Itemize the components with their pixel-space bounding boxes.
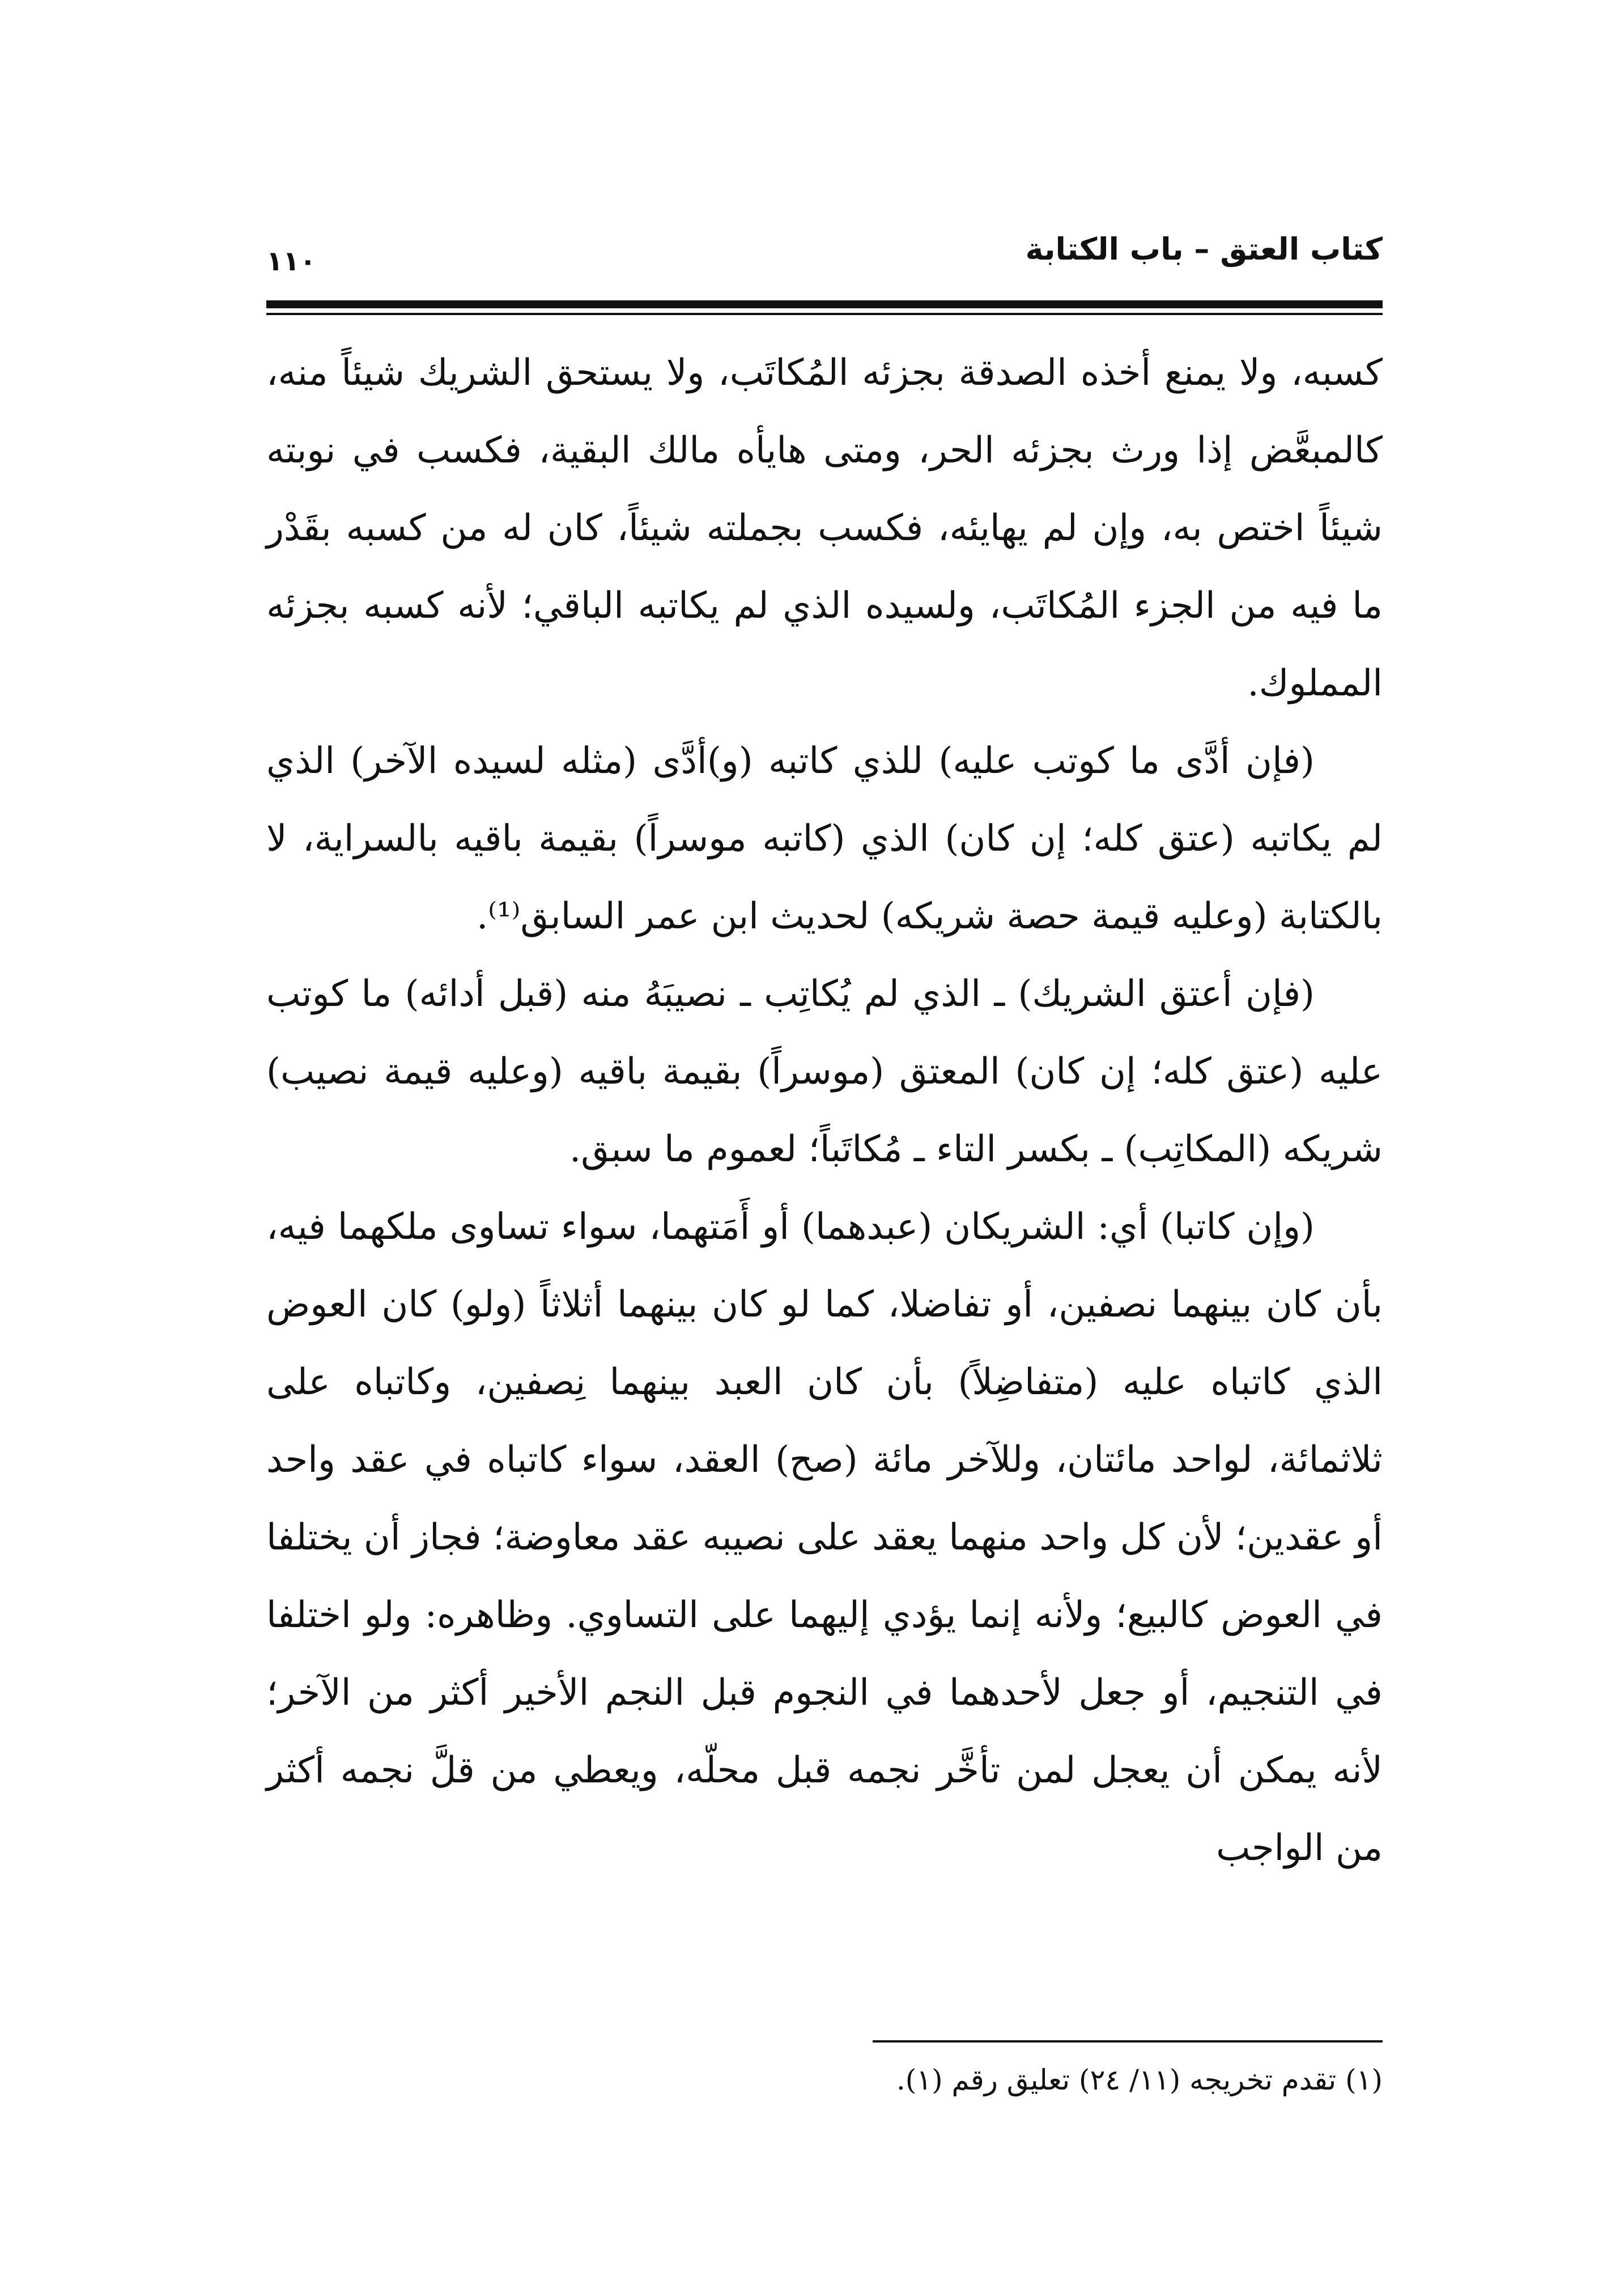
paragraph-4: (وإن كاتبا) أي: الشريكان (عبدهما) أو أَمَتهما، سواء تساوى ملكهما فيه، بأن كان بينهما نصفين، أو تفاضلا، كما لو كان بينهما أثلاثاً (ولو) كان العوض الذي كاتباه عليه (متفاضِلاً) بأن كان العبد بينهما نِصفين، وكاتباه على ثلاثمائة، لواحد مائتان، وللآخر مائة (صح) العقد، سواء كاتباه في عقد واحد أو عقدين؛ لأن كل واحد منهما يعقد على نصيبه عقد معاوضة؛ فجاز أن يختلفا في العوض كالبيع؛ ولأنه إنما يؤدي إليهما على التساوي. وظاهره: ولو اختلفا في التنجيم، أو جعل لأحدهما في النجوم قبل النجم الأخير أكثر من الآخر؛ لأنه يمكن أن يعجل لمن تأخَّر نجمه قبل محلّه، ويعطي من قلَّ نجمه أكثر من الواجب	[266, 1206, 1383, 1869]
footnote-separator	[873, 2040, 1383, 2043]
main-text	[266, 334, 1383, 1887]
header-rule-thick	[266, 300, 1383, 308]
chapter-title: كتاب العتق – باب الكتابة	[1025, 231, 1383, 267]
paragraph-2: (فإن أدَّى ما كوتب عليه) للذي كاتبه (و)أدَّى (مثله لسيده الآخر) الذي لم يكاتبه (عتق كله؛ إن كان) الذي (كاتبه موسراً) بقيمة باقيه بالسراية، لا بالكتابة (وعليه قيمة حصة شريكه) لحديث ابن عمر السابق⁽¹⁾.	[266, 740, 1383, 937]
footnote: (١) تقدم تخريجه (١١/ ٢٤) تعليق رقم (١).	[896, 2063, 1383, 2096]
page-number: ١١٠	[266, 245, 316, 277]
running-header	[266, 227, 1383, 289]
paragraph-3: (فإن أعتق الشريك) ـ الذي لم يُكاتِب ـ نصيبَهُ منه (قبل أدائه) ما كوتب عليه (عتق كله؛ إن كان) المعتق (موسراً) بقيمة باقيه (وعليه قيمة نصيب) شريكه (المكاتِب) ـ بكسر التاء ـ مُكاتَباً؛ لعموم ما سبق.	[266, 973, 1383, 1170]
paragraph-1: كسبه، ولا يمنع أخذه الصدقة بجزئه المُكاتَب، ولا يستحق الشريك شيئاً منه، كالمبعَّض إذا ورث بجزئه الحر، ومتى هايأه مالك البقية، فكسب في نوبته شيئاً اختص به، وإن لم يهايئه، فكسب بجملته شيئاً، كان له من كسبه بقَدْر ما فيه من الجزء المُكاتَب، ولسيده الذي لم يكاتبه الباقي؛ لأنه كسبه بجزئه المملوك.	[266, 352, 1383, 704]
header-rule-thin	[266, 313, 1383, 315]
